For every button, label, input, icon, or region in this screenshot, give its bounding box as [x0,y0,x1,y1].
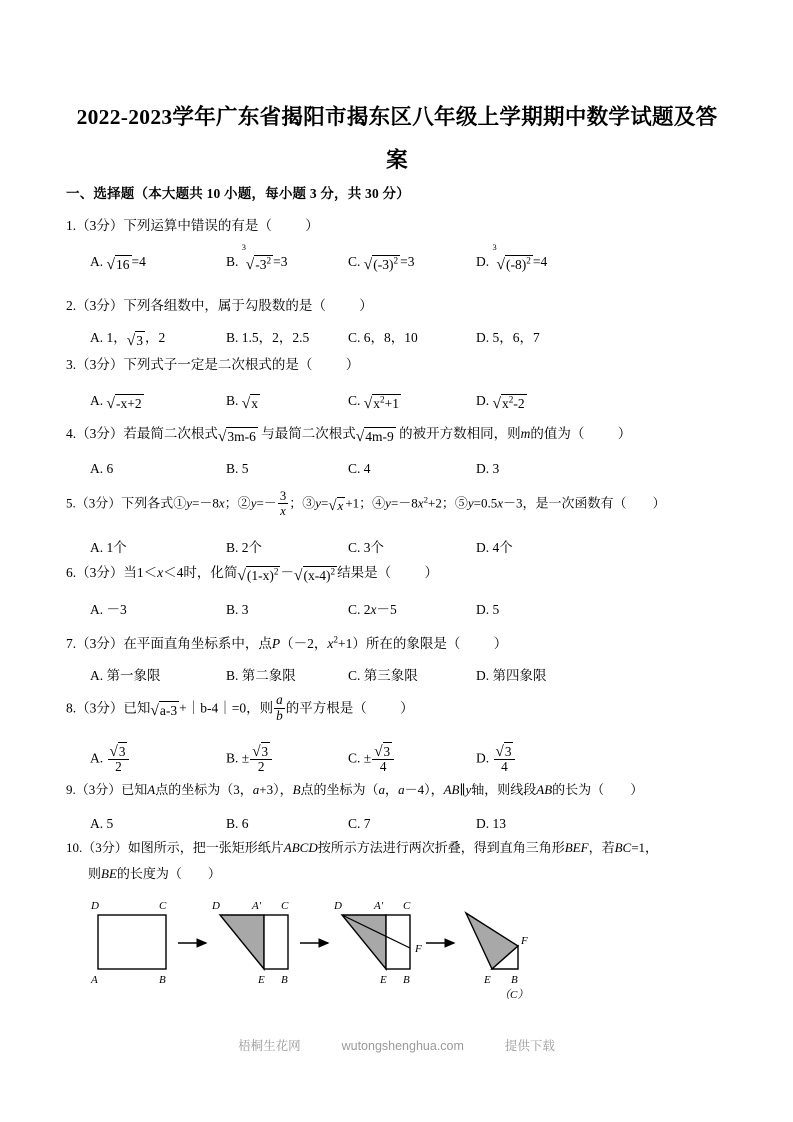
question-9-stem: 9.（3分）已知A点的坐标为（3，a+3），B点的坐标为（a，a－4），AB∥y轴，则线段AB的长为（ ） [66,782,644,797]
option-2-c[interactable]: C. 6，8，10 [348,330,418,345]
option-6-b[interactable]: B. 3 [226,601,249,617]
option-6-a[interactable]: A. －3 [90,601,127,617]
figure-stage2-label-d: D [212,900,220,912]
option-3-b[interactable]: B. √x [226,393,259,413]
question-1-stem: 1.（3分）下列运算中错误的有是（ ） [66,218,319,233]
option-3-c[interactable]: C. $√x^2+1$ [348,393,399,413]
option-3-d[interactable]: D. $√x^2-2$ [476,393,525,413]
figure-stage-4 [466,913,528,1001]
question-10-stem: 10.（3分）如图所示，把一张矩形纸片ABCD按所示方法进行两次折叠，得到直角三角形BEF，若BC=1， [66,840,659,855]
figure-stage2-label-c: C [281,900,289,912]
option-2-d[interactable]: D. 5，6，7 [476,330,540,345]
option-6-d[interactable]: D. 5 [476,601,500,617]
question-2-options [66,326,756,352]
option-5-d[interactable]: D. 4个 [476,539,513,555]
footer-note: 提供下载 [504,1039,555,1053]
question-5-stem: 5.（3分）下列各式①y=－8x；②y=－ $\frac{3}{x}$ ；③y=√x +1；$④y=-8x^2+2$；⑤y=0.5x－3，是一次函数有（ ） [66,489,666,519]
fraction-3-over-x: $\frac{3}{x}$ [279,489,287,519]
page-title-line2: 案 [386,148,408,172]
option-8-c[interactable]: C. ± $\frac{√3}{4}$ [348,743,395,776]
question-4 [66,424,756,483]
question-2 [66,296,756,352]
question-8-stem: 8.（3分）已知√a-3 +｜b-4｜=0，则 $\frac{a}{b}$ 的平方根是（ ） [66,692,414,723]
page-title-line1: 2022-2023学年广东省揭阳市揭东区八年级上学期期中数学试题及答 [76,105,718,129]
option-4-d[interactable]: D. 3 [476,460,500,476]
figure-stage4-label-e: E [484,974,491,986]
option-5-b[interactable]: B. 2个 [226,539,263,555]
question-7-options [66,664,756,690]
option-4-b[interactable]: B. 5 [226,460,249,476]
figure-stage1-label-d: D [91,900,99,912]
folding-diagram-svg [78,893,548,1005]
figure-stage-1 [90,900,167,986]
question-3-options [66,389,756,415]
question-6-stem: 6.（3分）当1＜x＜4时，化简$√(1-x)^2 -√(x-4)^2$ 结果是（ ） [66,565,438,585]
option-6-c[interactable]: C. 2x－5 [348,601,397,617]
figure-stage2-label-b: B [281,974,288,986]
option-8-a[interactable]: A. $\frac{√3}{2}$ [90,743,130,776]
question-9-options [66,812,756,838]
option-8-b[interactable]: B. ± $\frac{√3}{2}$ [226,743,273,776]
question-2-stem: 2.（3分）下列各组数中，属于勾股数的是（ ） [66,298,373,313]
question-4-options [66,457,756,483]
option-7-c[interactable]: C. 第三象限 [348,668,418,683]
option-2-a[interactable]: A. 1，√3 ，2 [90,330,166,350]
question-1-options [66,242,756,276]
figure-stage2-label-ap: A′ [252,900,262,912]
figure-stage3-label-ap: A′ [374,900,384,912]
option-7-a[interactable]: A. 第一象限 [90,668,161,683]
option-7-d[interactable]: D. 第四象限 [476,668,547,683]
page-title [66,96,728,182]
figure-stage3-label-f: F [415,943,422,955]
footer-url: wutongshenghua.com [341,1039,464,1053]
figure-stage1-label-c: C [159,900,167,912]
question-7 [66,634,756,690]
figure-stage4-label-c: （C） [499,989,529,1001]
option-1-c[interactable]: C. $√(-3)^2 =3$ [348,254,415,274]
question-3-stem: 3.（3分）下列式子一定是二次根式的是（ ） [66,357,360,372]
question-5 [66,490,756,562]
option-9-b[interactable]: B. 6 [226,816,249,831]
figure-stage2-label-e: E [258,974,265,986]
option-3-a[interactable]: A. √-x+2 [90,393,142,413]
figure-stage1-label-a: A [91,974,98,986]
question-7-stem: 7.（3分）在平面直角坐标系中，点P（－2，$x^2+1$）所在的象限是（ ） [66,634,508,651]
option-1-d[interactable]: D. 3 $√(-8)^2 =4$ [476,242,548,274]
question-6-options [66,598,756,624]
question-10 [66,838,756,884]
question-8-options [66,743,756,783]
option-8-d[interactable]: D. $\frac{√3}{4}$ [476,743,516,776]
figure-stage-2 [211,900,289,986]
option-9-d[interactable]: D. 13 [476,816,506,831]
figure-stage4-label-f: F [521,935,528,947]
question-6 [66,563,756,624]
option-4-c[interactable]: C. 4 [348,460,371,476]
option-5-c[interactable]: C. 3个 [348,539,385,555]
figure-stage3-label-c: C [403,900,411,912]
option-1-a[interactable]: A. √16 =4 [90,254,146,274]
question-3 [66,355,756,415]
option-4-a[interactable]: A. 6 [90,460,114,476]
option-9-c[interactable]: C. 7 [348,816,371,831]
question-5-options [66,536,756,562]
figure-stage3-label-e: E [380,974,387,986]
figure-stage3-label-b: B [403,974,410,986]
question-10-stem-line2: 则BE的长度为（ ） [88,866,221,881]
footer-site-name: 梧桐生花网 [238,1039,301,1053]
figure-stage4-label-b: B [511,974,518,986]
option-7-b[interactable]: B. 第二象限 [226,668,296,683]
option-9-a[interactable]: A. 5 [90,816,114,831]
question-9 [66,780,756,838]
section-heading: 一、选择题（本大题共 10 小题，每小题 3 分，共 30 分） [66,186,410,201]
figure-stage1-label-b: B [159,974,166,986]
question-10-figure [78,893,548,1005]
option-2-b[interactable]: B. 1.5，2，2.5 [226,330,310,345]
figure-stage3-label-d: D [334,900,342,912]
question-8 [66,694,756,783]
fraction-a-over-b: $\frac{a}{b}$ [276,692,283,723]
option-1-b[interactable]: B. 3 $√-3^2 =3$ [226,242,288,274]
question-4-stem: 4.（3分）若最简二次根式√3m-6 与最简二次根式√4m-9 的被开方数相同，则m的值为（ ） [66,426,632,446]
question-1 [66,216,756,276]
figure-stage-3 [333,900,422,986]
footer-watermark [0,1036,793,1054]
option-5-a[interactable]: A. 1个 [90,539,127,555]
